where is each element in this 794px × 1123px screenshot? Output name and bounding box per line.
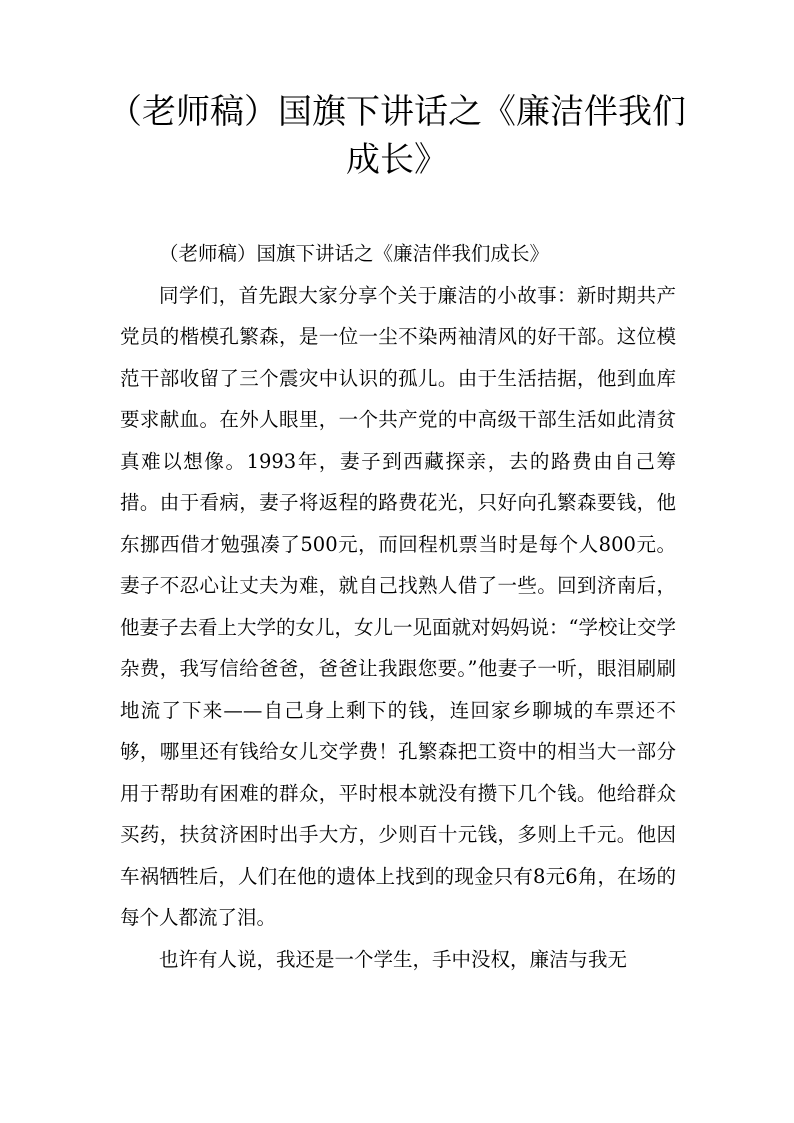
- paragraph-continuation: 也许有人说，我还是一个学生，手中没权，廉洁与我无: [159, 947, 628, 971]
- document-title: （老师稿）国旗下讲话之《廉洁伴我们成长》: [108, 92, 686, 180]
- paragraph-subtitle: （老师稿）国旗下讲话之《廉洁伴我们成长》: [159, 242, 550, 265]
- document-body: [120, 233, 676, 980]
- paragraph-story: 同学们，首先跟大家分享个关于廉洁的小故事：新时期共产党员的楷模孔繁森，是一位一尘不染两袖清风的好干部。这位模范干部收留了三个震灾中认识的孤儿。由于生活拮据，他到血库要求献血。在外人眼里，一个共产党的中高级干部生活如此清贫真难以想像。1993年，妻子到西藏探亲，去的路费由自己筹措。由于看病，妻子将返程的路费花光，只好向孔繁森要钱，他东挪西借才勉强凑了500元，而回程机票当时是每个人800元。妻子不忍心让丈夫为难，就自己找熟人借了一些。回到济南后，他妻子去看上大学的女儿，女儿一见面就对妈妈说：“学校让交学杂费，我写信给爸爸，爸爸让我跟您要。”他妻子一听，眼泪刷刷地流了下来——自己身上剩下的钱，连回家乡聊城的车票还不够，哪里还有钱给女儿交学费！孔繁森把工资中的相当大一部分用于帮助有困难的群众，平时根本就没有攒下几个钱。他给群众买药，扶贫济困时出手大方，少则百十元钱，多则上千元。他因车祸牺牲后，人们在他的遗体上找到的现金只有8元6角，在场的每个人都流了泪。: [120, 283, 676, 929]
